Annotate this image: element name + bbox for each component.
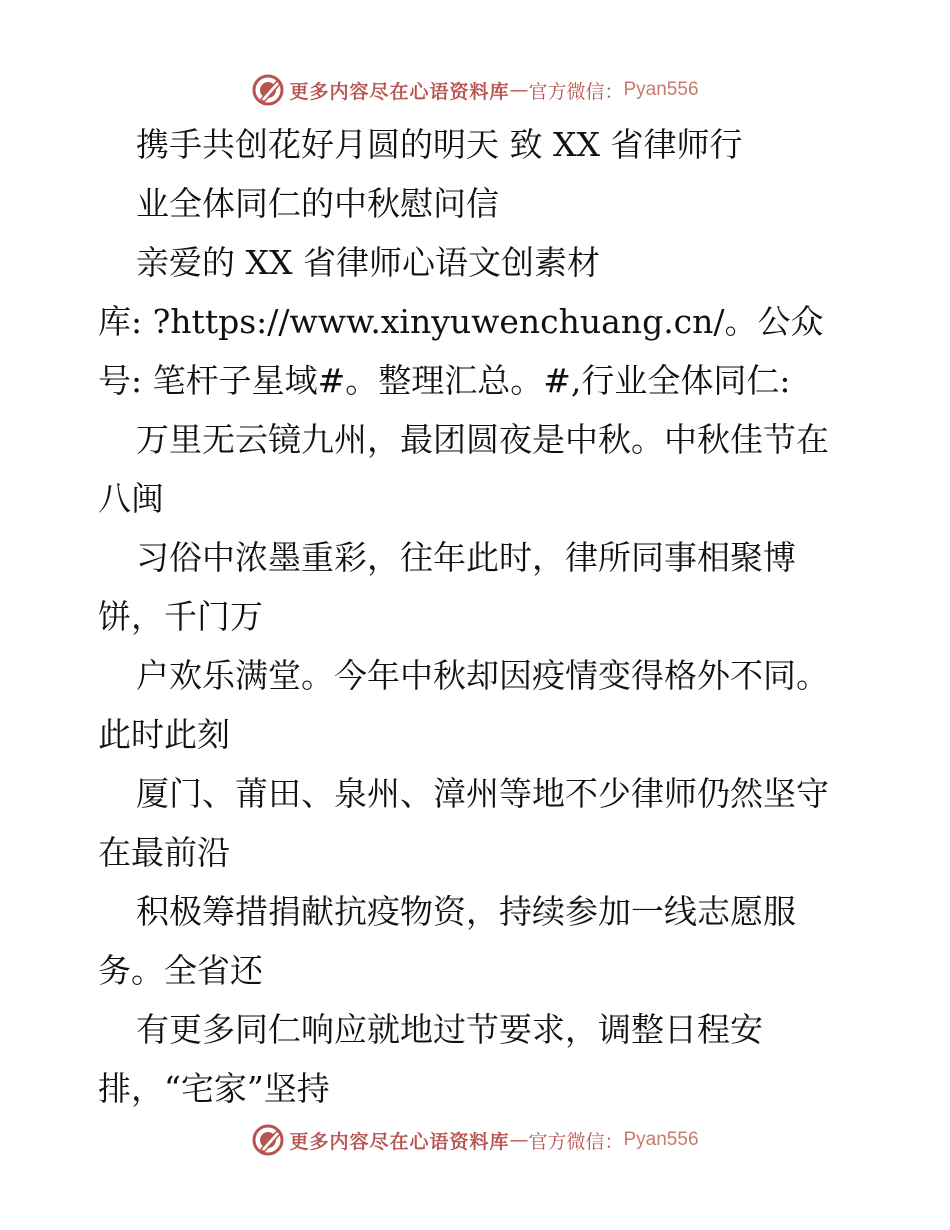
banner-tagline: 更多内容尽在心语资料库	[289, 80, 510, 103]
text-line: 饼，千门万	[98, 597, 263, 636]
text-line: 业全体同仁的中秋慰问信	[136, 184, 499, 223]
banner-account: Pyan556	[623, 1129, 699, 1150]
text-line: 此时此刻	[98, 715, 230, 754]
text-line: 号: 笔杆子星域#。整理汇总。#,行业全体同仁:	[98, 361, 791, 400]
text-line: 库: ?https://www.xinyuwenchuang.cn/。公众	[98, 302, 824, 341]
text-line: 务。全省还	[98, 951, 263, 990]
pen-logo-icon	[251, 73, 285, 107]
banner-dash: —	[509, 1129, 529, 1151]
text-line: 排，“宅家”坚持	[98, 1069, 330, 1108]
banner-wechat-label: 官方微信：	[528, 80, 624, 103]
text-line: 有更多同仁响应就地过节要求，调整日程安	[136, 1010, 763, 1049]
banner-account: Pyan556	[623, 79, 699, 100]
text-line: 在最前沿	[98, 833, 230, 872]
text-line: 八闽	[98, 479, 164, 518]
banner-tagline: 更多内容尽在心语资料库	[289, 1130, 510, 1153]
text-line: 万里无云镜九州，最团圆夜是中秋。中秋佳节在	[136, 420, 829, 459]
text-line: 户欢乐满堂。今年中秋却因疫情变得格外不同。	[136, 656, 829, 695]
header-watermark	[0, 68, 950, 112]
text-line: 携手共创花好月圆的明天 致 XX 省律师行	[136, 125, 743, 164]
text-line: 习俗中浓墨重彩，往年此时，律所同事相聚博	[136, 538, 796, 577]
pen-logo-icon	[251, 1123, 285, 1157]
text-line: 厦门、莆田、泉州、漳州等地不少律师仍然坚守	[136, 774, 829, 813]
footer-watermark	[0, 1118, 950, 1162]
banner-dash: —	[509, 79, 529, 101]
text-line: 积极筹措捐献抗疫物资，持续参加一线志愿服	[136, 892, 796, 931]
banner-wechat-label: 官方微信：	[528, 1130, 624, 1153]
text-line: 亲爱的 XX 省律师心语文创素材	[136, 243, 600, 282]
